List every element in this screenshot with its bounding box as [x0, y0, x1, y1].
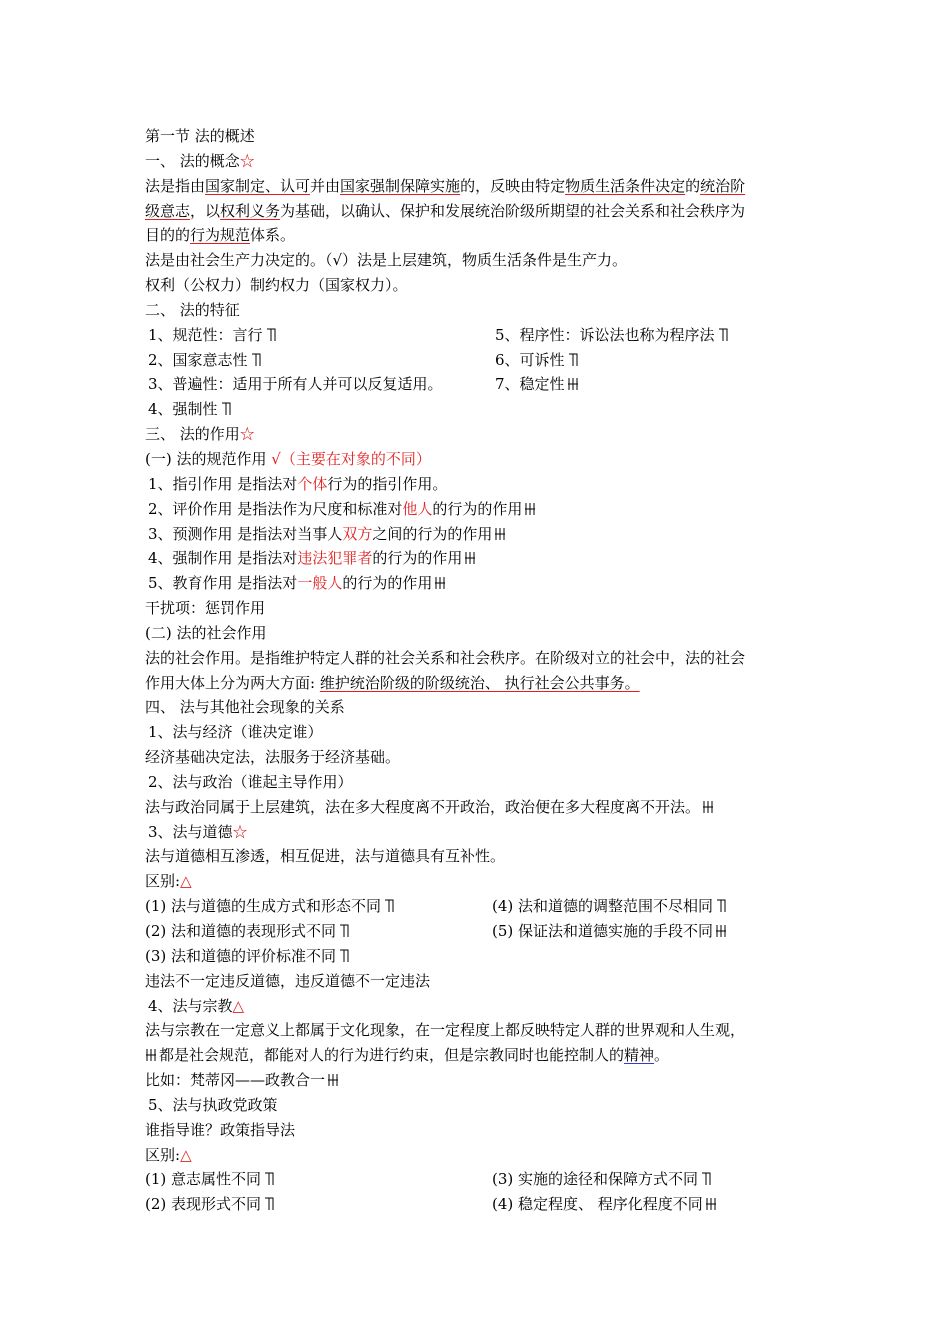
feature-row: 4、强制性	[145, 397, 810, 422]
econ-heading: 1、法与经济（谁决定谁）	[148, 723, 323, 742]
return-mark-icon	[338, 949, 350, 963]
role-item: 3、预测作用 是指法对当事人双方之间的行为的作用	[145, 522, 810, 547]
return-mark-icon	[567, 353, 579, 367]
paragraph-mark-icon	[494, 527, 506, 541]
role-item: 4、强制作用 是指法对违法犯罪者的行为的作用	[145, 546, 810, 571]
paragraph-mark-icon	[327, 1073, 339, 1087]
heading-features: 二、 法的特征	[145, 300, 240, 319]
paragraph-mark-icon	[434, 576, 446, 590]
triangle-icon: △	[180, 1145, 192, 1164]
return-mark-icon	[717, 328, 729, 342]
subheading-social: (二) 法的社会作用	[145, 623, 267, 642]
return-mark-icon	[338, 924, 350, 938]
religion-example: 比如：梵蒂冈——政教合一	[145, 1068, 810, 1093]
return-mark-icon	[700, 1172, 712, 1186]
star-icon: ☆	[232, 822, 248, 841]
highlight-term: 国家制定、认可	[205, 176, 311, 195]
party-heading: 5、法与执政党政策	[148, 1095, 278, 1114]
religion-heading: 4、法与宗教△	[148, 996, 245, 1015]
feature-row: 1、规范性：言行 5、程序性：诉讼法也称为程序法	[145, 323, 810, 348]
paragraph-mark-icon	[705, 1197, 717, 1211]
party-diff-row: (2) 表现形式不同 (4) 稳定程度、 程序化程度不同	[145, 1192, 810, 1217]
highlight-term: 行为规范	[190, 226, 251, 245]
paragraph-mark-icon	[524, 502, 536, 516]
highlight-term: 级意志	[145, 201, 191, 220]
morality-diff-row: (3) 法和道德的评价标准不同	[145, 944, 810, 969]
return-mark-icon	[383, 899, 395, 913]
triangle-icon: △	[232, 996, 245, 1015]
note-rights: 权利（公权力）制约权力（国家权力）。	[145, 276, 408, 295]
highlight-term: 统治阶	[700, 176, 746, 195]
document-body	[145, 124, 810, 1217]
star-icon: ☆	[239, 425, 255, 444]
note-productivity: 法是由社会生产力决定的。（√）法是上层建筑，物质生活条件是生产力。	[145, 251, 628, 270]
role-item: 5、教育作用 是指法对一般人的行为的作用	[145, 571, 810, 596]
feature-row: 3、普遍性：适用于所有人并可以反复适用。 7、稳定性	[145, 372, 810, 397]
morality-diff-row: (2) 法和道德的表现形式不同 (5) 保证法和道德实施的手段不同	[145, 919, 810, 944]
party-diff-row: (1) 意志属性不同 (3) 实施的途径和保障方式不同	[145, 1167, 810, 1192]
paragraph-mark-icon	[145, 1048, 157, 1062]
morality-text: 法与道德相互渗透，相互促进，法与道德具有互补性。	[145, 847, 506, 866]
return-mark-icon	[250, 353, 262, 367]
religion-line-1: 法与宗教在一定意义上都属于文化现象，在一定程度上都反映特定人群的世界观和人生观，	[145, 1021, 746, 1040]
highlight-term: 物质生活条件决定	[565, 176, 686, 195]
religion-line-2: 都是社会规范，都能对人的行为进行约束，但是宗教同时也能控制人的精神。	[145, 1043, 810, 1068]
triangle-icon: △	[180, 872, 192, 891]
morality-diff-row: (1) 法与道德的生成方式和形态不同 (4) 法和道德的调整范围不尽相同	[145, 894, 810, 919]
star-icon: ☆	[239, 151, 255, 170]
heading-concept: 一、 法的概念☆	[145, 151, 255, 170]
return-mark-icon	[263, 1172, 275, 1186]
politics-heading: 2、法与政治（谁起主导作用）	[148, 772, 353, 791]
party-text: 谁指导谁？政策指导法	[145, 1120, 296, 1139]
morality-note: 违法不一定违反道德，违反道德不一定违法	[145, 971, 431, 990]
heading-relations: 四、 法与其他社会现象的关系	[145, 698, 345, 717]
definition-line-3: 目的的行为规范体系。	[145, 226, 296, 245]
highlight-term: 国家强制保障实施	[340, 176, 461, 195]
highlight-term: 维护统治阶级的阶级统治、 执行社会公共事务。	[319, 673, 640, 692]
distractor-note: 干扰项：惩罚作用	[145, 599, 266, 618]
definition-line-1: 法是指由国家制定、认可并由国家强制保障实施的，反映由特定物质生活条件决定的统治阶	[145, 176, 746, 195]
paragraph-mark-icon	[567, 377, 579, 391]
role-item: 1、指引作用 是指法对个体行为的指引作用。	[148, 474, 448, 493]
paragraph-mark-icon	[715, 924, 727, 938]
paragraph-mark-icon	[702, 800, 714, 814]
return-mark-icon	[263, 1197, 275, 1211]
social-line-2: 作用大体上分为两大方面: 维护统治阶级的阶级统治、 执行社会公共事务。	[145, 673, 640, 692]
morality-heading: 3、法与道德☆	[148, 822, 248, 841]
role-item: 2、评价作用 是指法作为尺度和标准对他人的行为的作用	[145, 497, 810, 522]
diff-label: 区别:△	[145, 1145, 192, 1164]
paragraph-mark-icon	[464, 551, 476, 565]
return-mark-icon	[715, 899, 727, 913]
subheading-normative: (一) 法的规范作用 √（主要在对象的不同）	[145, 449, 431, 468]
return-mark-icon	[220, 402, 232, 416]
social-line-1: 法的社会作用。是指维护特定人群的社会关系和社会秩序。在阶级对立的社会中，法的社会	[145, 648, 746, 667]
heading-roles: 三、 法的作用☆	[145, 425, 255, 444]
highlight-term: 权利义务	[220, 201, 281, 220]
section-title: 第一节 法的概述	[145, 127, 255, 145]
diff-label: 区别:△	[145, 872, 192, 891]
econ-text: 经济基础决定法，法服务于经济基础。	[145, 748, 401, 767]
politics-text: 法与政治同属于上层建筑，法在多大程度离不开政治，政治便在多大程度离不开法。	[145, 795, 810, 820]
highlight-term: 精神	[624, 1046, 655, 1065]
feature-row: 2、国家意志性 6、可诉性	[145, 348, 810, 373]
return-mark-icon	[265, 328, 277, 342]
definition-line-2: 级意志，以权利义务为基础，以确认、保护和发展统治阶级所期望的社会关系和社会秩序为	[145, 201, 746, 220]
